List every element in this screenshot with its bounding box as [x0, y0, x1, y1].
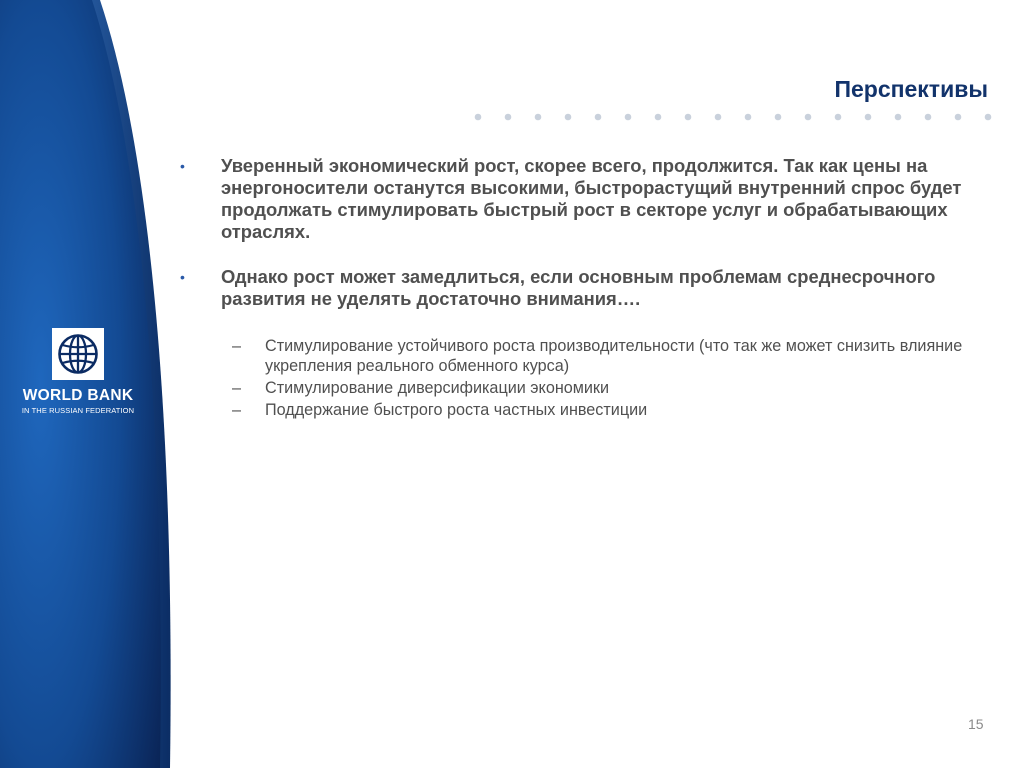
- sub-bullet-marker: –: [232, 379, 242, 397]
- sub-bullet-item: [178, 400, 988, 420]
- world-bank-logo: [0, 328, 156, 415]
- divider-dot: [595, 114, 602, 121]
- divider-dot: [505, 114, 512, 121]
- divider-dot: [895, 114, 902, 121]
- divider-dot: [625, 114, 632, 121]
- divider-dot: [745, 114, 752, 121]
- bullet-marker: •: [180, 158, 185, 174]
- divider-dot: [835, 114, 842, 121]
- divider-dot: [985, 114, 992, 121]
- divider-dot: [475, 114, 482, 121]
- bullet-text: Уверенный экономический рост, скорее всего, продолжится. Так как цены на энергоносители останутся высокими, быстрорастущий внутренний спрос будет продолжать стимулировать быстрый рост в секторе услуг и обрабатывающих отраслях.: [221, 155, 962, 242]
- slide-title: Перспективы: [834, 76, 988, 102]
- sub-bullet-list: [178, 336, 988, 420]
- sub-bullet-text: Стимулирование устойчивого роста производительности (что так же может снизить влияние укрепления реального обменного курса): [265, 337, 963, 375]
- bullet-item: [178, 266, 988, 310]
- divider-dot: [655, 114, 662, 121]
- dotted-divider: [468, 110, 1008, 124]
- sub-bullet-item: [178, 336, 988, 376]
- sub-bullet-item: [178, 378, 988, 398]
- sub-bullet-text: Поддержание быстрого роста частных инвестиции: [265, 401, 648, 419]
- divider-dot: [565, 114, 572, 121]
- logo-name: WORLD BANK: [22, 387, 134, 404]
- divider-dot: [685, 114, 692, 121]
- bullet-marker: •: [180, 269, 185, 285]
- logo-box: [52, 328, 104, 380]
- divider-dot: [715, 114, 722, 121]
- globe-icon: [56, 332, 100, 376]
- slide-content: [178, 155, 988, 422]
- divider-dot: [805, 114, 812, 121]
- sub-bullet-marker: –: [232, 401, 242, 419]
- divider-dot: [925, 114, 932, 121]
- bullet-item: [178, 155, 988, 243]
- divider-dot: [865, 114, 872, 121]
- divider-dot: [955, 114, 962, 121]
- sub-bullet-text: Стимулирование диверсификации экономики: [265, 379, 610, 397]
- bullet-text: Однако рост может замедлиться, если основным проблемам среднесрочного развития не уделять достаточно внимания….: [221, 266, 936, 309]
- logo-subtitle: IN THE RUSSIAN FEDERATION: [21, 406, 135, 415]
- divider-dot: [775, 114, 782, 121]
- divider-dot: [535, 114, 542, 121]
- sub-bullet-marker: –: [232, 337, 242, 355]
- page-number: 15: [968, 716, 984, 732]
